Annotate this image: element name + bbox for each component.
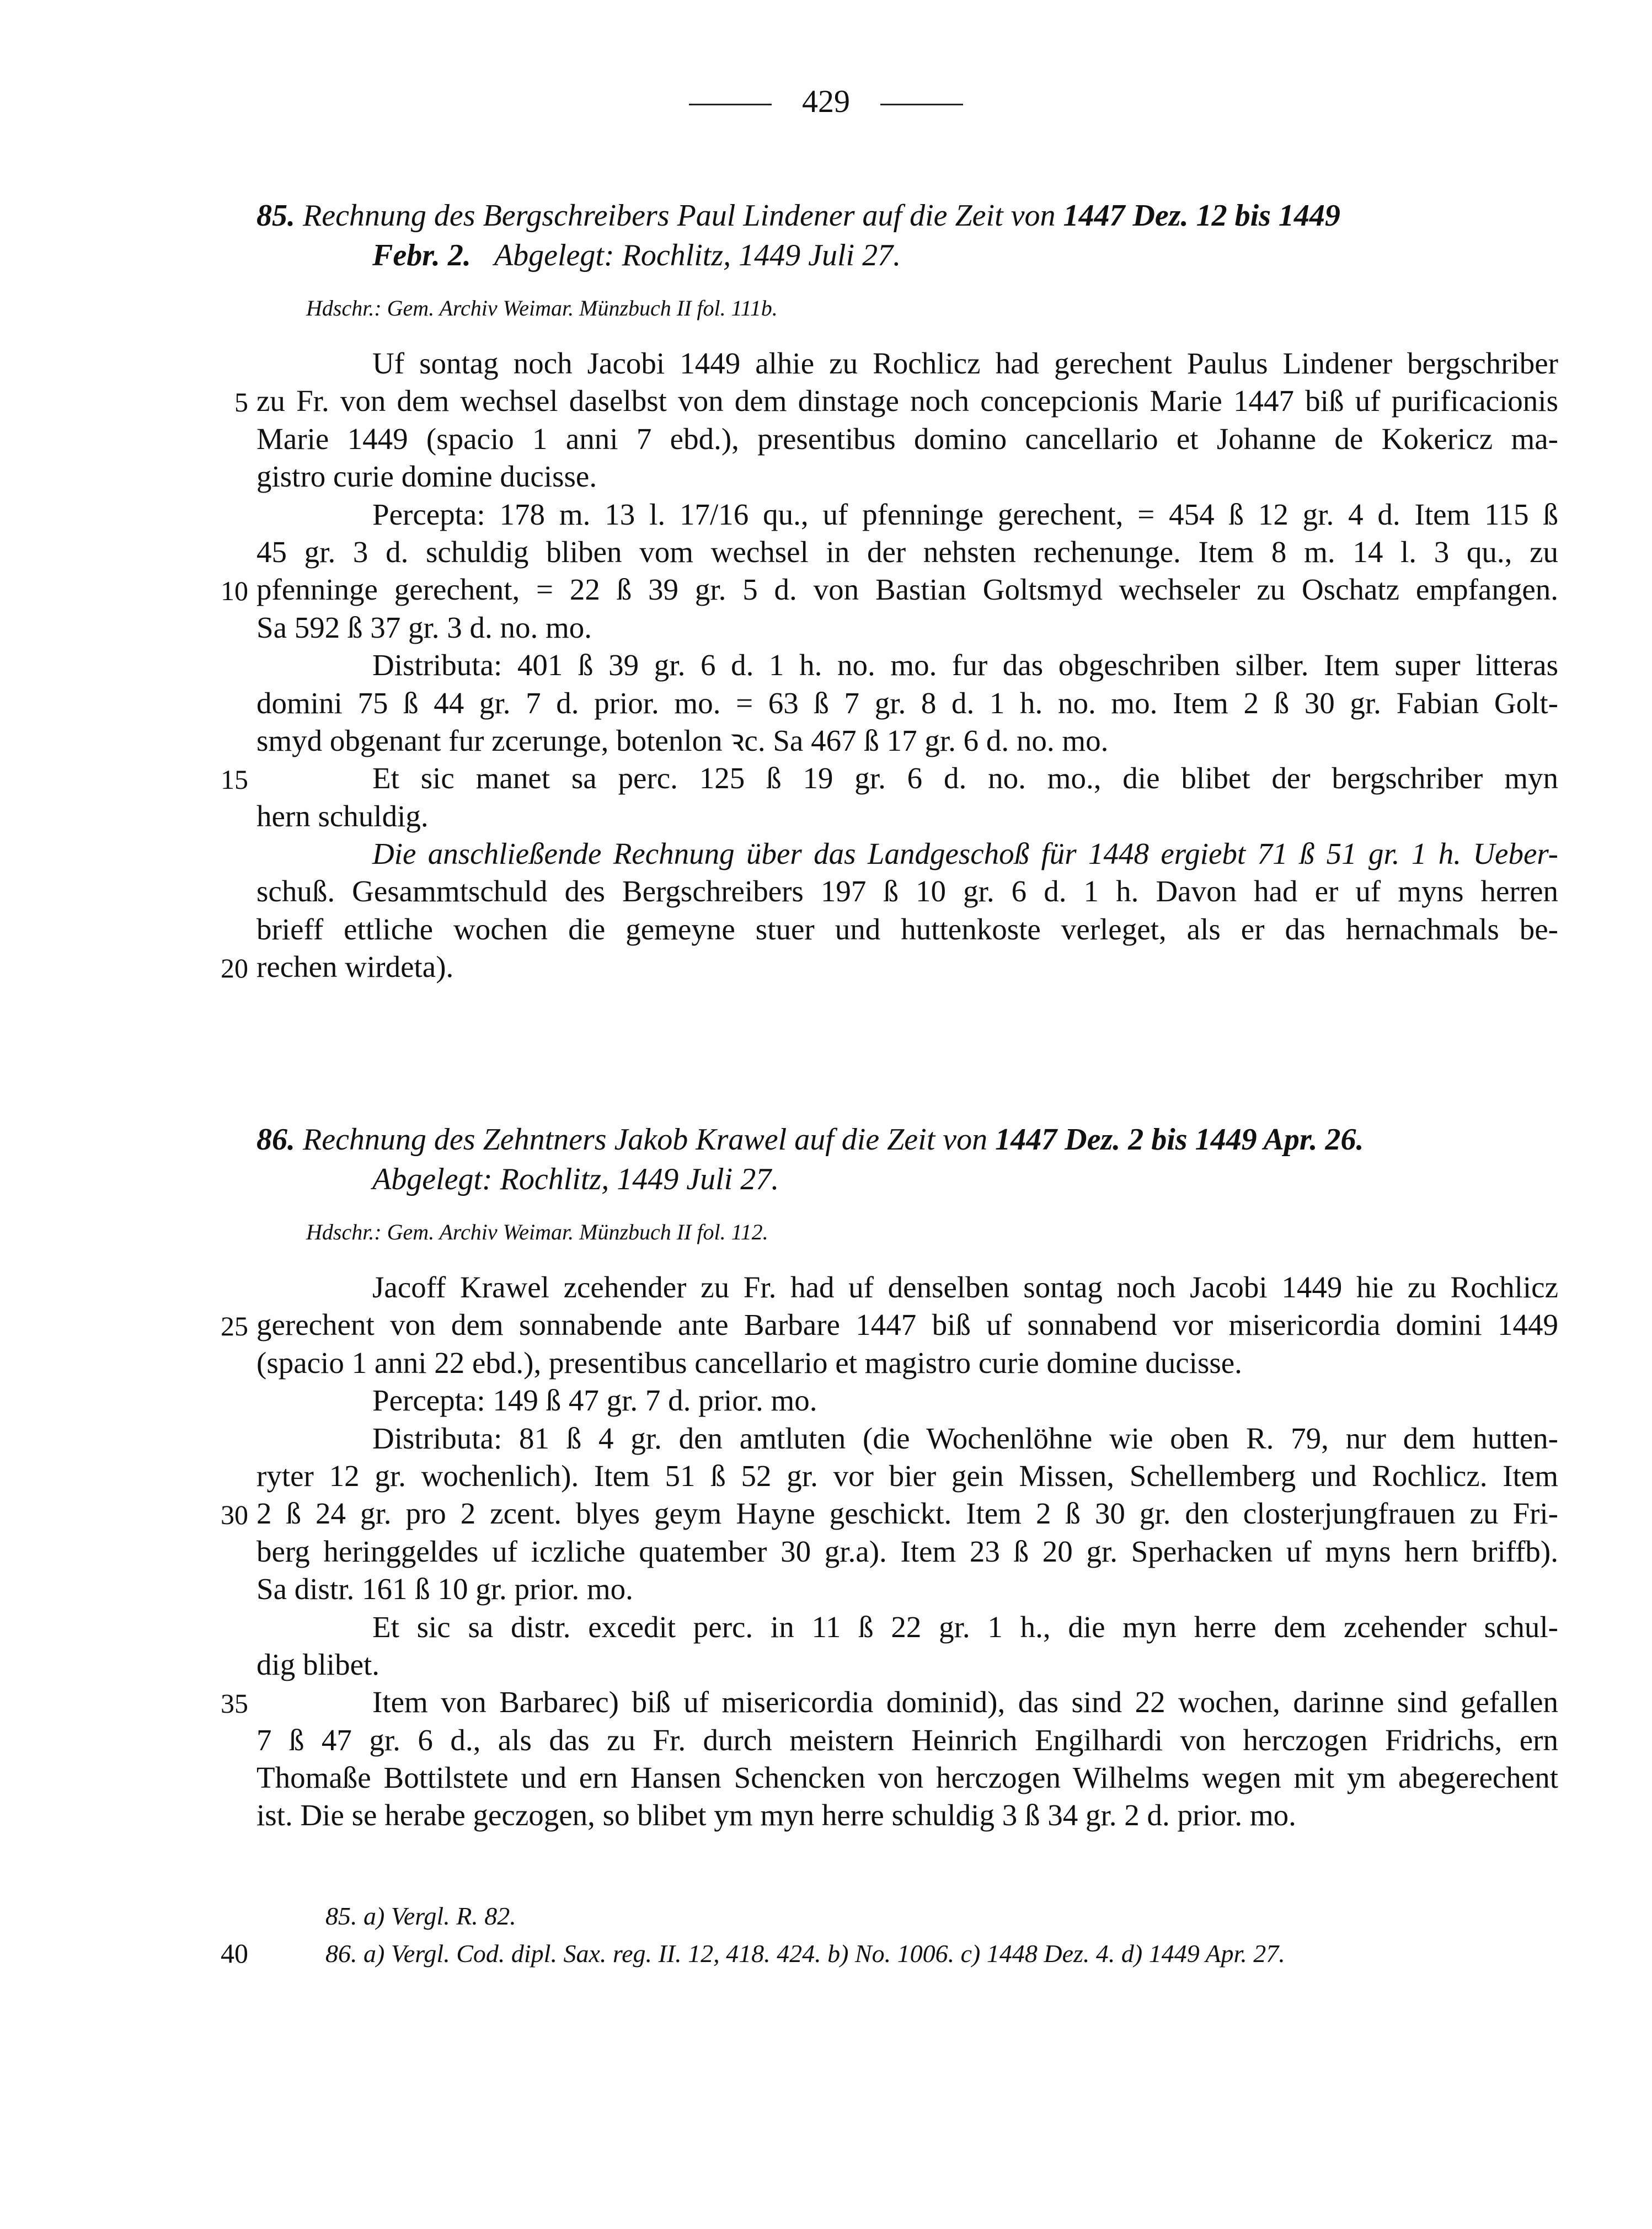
section-85-title-text: Rechnung des Bergschreibers Paul Lindener auf die Zeit von (303, 199, 1056, 233)
text-line: 2 ß 24 gr. pro 2 zcent. blyes geym Hayne geschickt. Item 2 ß 30 gr. den closterjungfrauen zu Fri- (256, 1496, 1558, 1531)
section-85-title-date: 1447 Dez. 12 bis 1449 (1063, 199, 1340, 233)
text-line: (spacio 1 anni 22 ebd.), presentibus cancellario et magistro curie domine ducisse. (256, 1345, 1242, 1380)
text-line: Et sic sa distr. excedit perc. in 11 ß 22 gr. 1 h., die myn herre dem zcehender schul- (372, 1610, 1558, 1644)
text-line: pfenninge gerechent, = 22 ß 39 gr. 5 d. von Bastian Goltsmyd wechseler zu Oschatz empfangen. (256, 573, 1558, 607)
page-header (0, 83, 1652, 120)
text-line: zu Fr. von dem wechsel daselbst von dem dinstage noch concepcionis Marie 1447 biß uf purificacionis (256, 384, 1558, 418)
text-line: ryter 12 gr. wochenlich). Item 51 ß 52 gr. vor bier gein Missen, Schellemberg und Rochlicz. Item (256, 1458, 1558, 1493)
text-line: schuß. Gesammtschuld des Bergschreibers 197 ß 10 gr. 6 d. 1 h. Davon had er uf myns herren (256, 874, 1558, 908)
text-line: Thomaße Bottilstete und ern Hansen Schencken von herczogen Wilhelms wegen mit ym abegerechent (256, 1761, 1558, 1795)
text-line: brieff ettliche wochen die gemeyne stuer und huttenkoste verleget, als er das hernachmals be- (256, 912, 1558, 946)
text-line: Uf sontag noch Jacobi 1449 alhie zu Rochlicz had gerechent Paulus Lindener bergschriber (372, 346, 1558, 380)
section-85-body (256, 345, 1558, 986)
footnotes (325, 1897, 1285, 1973)
text-line: Percepta: 149 ß 47 gr. 7 d. prior. mo. (372, 1383, 817, 1418)
text-line: 7 ß 47 gr. 6 d., als das zu Fr. durch meistern Heinrich Engilhardi von herczogen Fridrichs, ern (256, 1723, 1558, 1757)
line-number: 30 (221, 1499, 248, 1530)
section-85-deposited: Abgelegt: Rochlitz, 1449 Juli 27. (494, 238, 901, 272)
line-number: 5 (234, 387, 248, 418)
section-85-number: 85. (256, 199, 295, 233)
text-line: dig blibet. (256, 1647, 380, 1681)
section-86-source: Hdschr.: Gem. Archiv Weimar. Münzbuch II fol. 112. (306, 1220, 768, 1244)
section-86-number: 86. (256, 1122, 295, 1157)
line-number: 10 (221, 575, 248, 606)
text-line: domini 75 ß 44 gr. 7 d. prior. mo. = 63 ß 7 gr. 8 d. 1 h. no. mo. Item 2 ß 30 gr. Fabian Golt- (256, 686, 1558, 720)
text-line: Item von Barbarec) biß uf misericordia dominid), das sind 22 wochen, darinne sind gefallen (372, 1685, 1558, 1719)
page-number: 429 (802, 83, 850, 119)
text-line: 45 gr. 3 d. schuldig bliben vom wechsel in der nehsten rechenunge. Item 8 m. 14 l. 3 qu., zu (256, 534, 1558, 569)
text-line: Sa distr. 161 ß 10 gr. prior. mo. (256, 1572, 633, 1606)
text-line: Sa 592 ß 37 gr. 3 d. no. mo. (256, 610, 592, 644)
text-line: Percepta: 178 m. 13 l. 17/16 qu., uf pfenninge gerechent, = 454 ß 12 gr. 4 d. Item 115 ß (372, 497, 1558, 531)
footnote-85: 85. a) Vergl. R. 82. (325, 1902, 516, 1930)
text-line: Distributa: 81 ß 4 gr. den amtluten (die Wochenlöhne wie oben R. 79, nur dem hutten- (372, 1421, 1558, 1455)
section-85-source: Hdschr.: Gem. Archiv Weimar. Münzbuch II fol. 111b. (306, 296, 778, 320)
text-line: Marie 1449 (spacio 1 anni 7 ebd.), presentibus domino cancellario et Johanne de Kokericz ma- (256, 421, 1558, 456)
line-number: 40 (221, 1938, 248, 1969)
text-line: gistro curie domine ducisse. (256, 459, 597, 494)
section-86-title (256, 1120, 1558, 1199)
header-rule-left (689, 104, 772, 105)
text-line: Distributa: 401 ß 39 gr. 6 d. 1 h. no. mo. fur das obgeschriben silber. Item super litteras (372, 648, 1558, 682)
section-86-deposited: Abgelegt: Rochlitz, 1449 Juli 27. (372, 1162, 779, 1196)
text-line: smyd obgenant fur zcerunge, botenlon ꝛc. Sa 467 ß 17 gr. 6 d. no. mo. (256, 723, 1109, 757)
line-number: 25 (221, 1311, 248, 1341)
text-line: gerechent von dem sonnabende ante Barbare 1447 biß uf sonnabend vor misericordia domini 1449 (256, 1308, 1558, 1342)
line-number: 15 (221, 764, 248, 795)
section-86-title-line2 (256, 1159, 1558, 1199)
text-line: Et sic manet sa perc. 125 ß 19 gr. 6 d. no. mo., die blibet der bergschriber myn (372, 761, 1558, 795)
text-line: ist. Die se herabe geczogen, so blibet ym myn herre schuldig 3 ß 34 gr. 2 d. prior. mo. (256, 1798, 1296, 1832)
section-86-title-text: Rechnung des Zehntners Jakob Krawel auf die Zeit von (303, 1122, 988, 1157)
header-rule-right (880, 104, 963, 105)
line-number: 35 (221, 1688, 248, 1719)
footnote-86: 86. a) Vergl. Cod. dipl. Sax. reg. II. 12, 418. 424. b) No. 1006. c) 1448 Dez. 4. d) 1449 Apr. 27. (325, 1939, 1285, 1968)
section-86-title-date: 1447 Dez. 2 bis 1449 Apr. 26. (995, 1122, 1364, 1157)
section-85-title (256, 196, 1558, 275)
text-line: Die anschließende Rechnung über das Landgeschoß für 1448 ergiebt 71 ß 51 gr. 1 h. Ueber- (372, 837, 1558, 871)
section-85-title-date-end: Febr. 2. (372, 238, 471, 272)
text-line: hern schuldig. (256, 799, 429, 833)
line-number: 20 (221, 953, 248, 983)
text-line: berg heringgeldes uf iczliche quatember 30 gr.a). Item 23 ß 20 gr. Sperhacken uf myns hern briffb). (256, 1534, 1558, 1568)
text-line: Jacoff Krawel zcehender zu Fr. had uf denselben sontag noch Jacobi 1449 hie zu Rochlicz (372, 1270, 1558, 1304)
text-line: rechen wirdeta). (256, 950, 454, 984)
section-85-title-line2 (256, 236, 1558, 275)
section-86-body (256, 1269, 1558, 1835)
